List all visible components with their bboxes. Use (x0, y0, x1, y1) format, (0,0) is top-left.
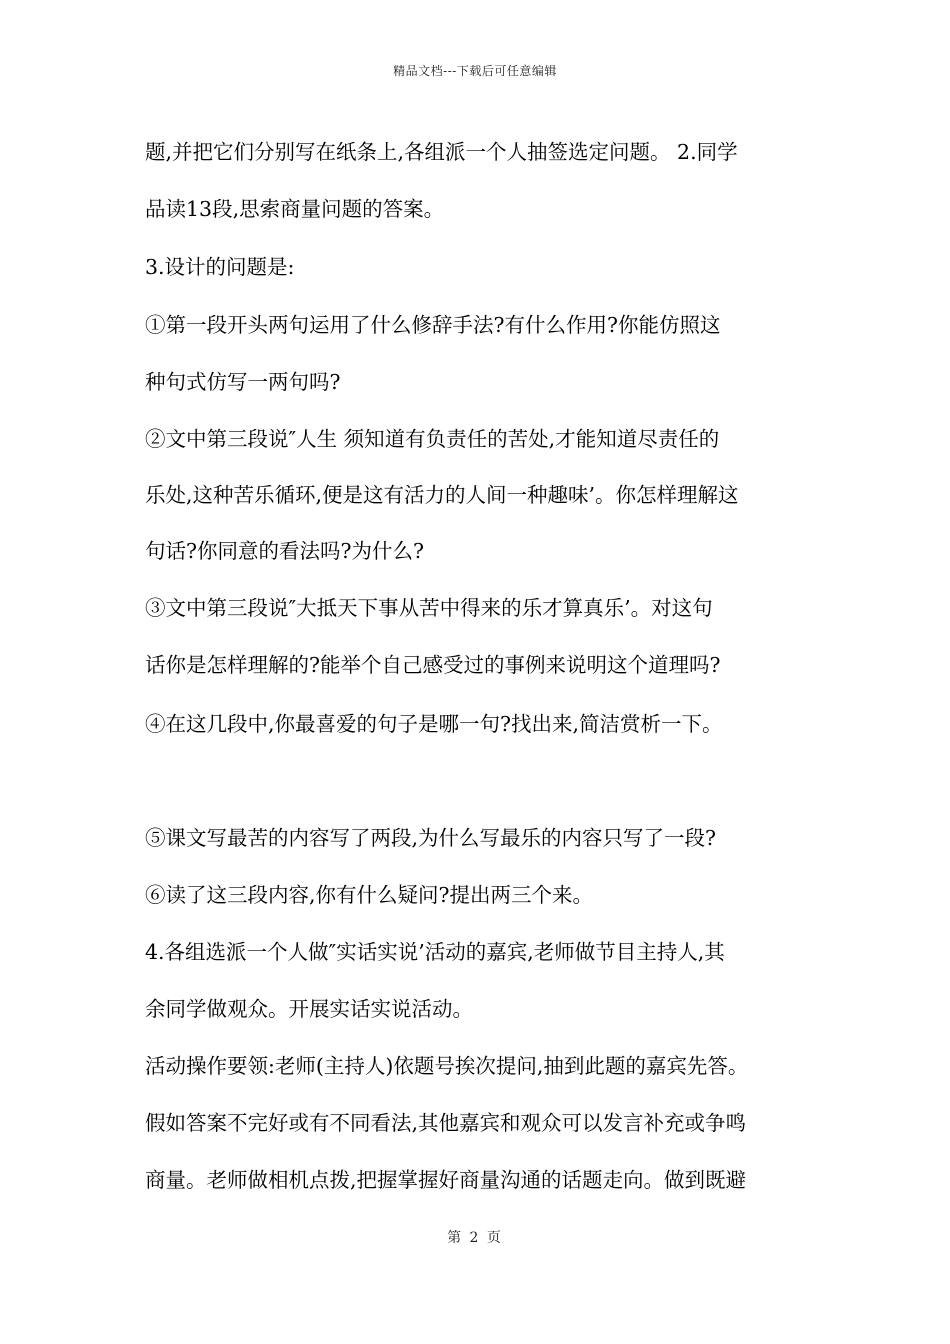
text-line: 活动操作要领:老师(主持人)依题号挨次提问,抽到此题的嘉宾先答。 (145, 1054, 749, 1078)
text-line: 乐处,这种苦乐循环,便是这有活力的人间一种趣味’。你怎样理解这 (145, 483, 739, 507)
page-number: 第 2 页 (447, 1230, 503, 1246)
text-line: ②文中第三段说″人生 须知道有负责任的苦处,才能知道尽责任的 (145, 427, 720, 451)
text-line: ⑥读了这三段内容,你有什么疑问?提出两三个来。 (145, 883, 594, 907)
text-line: 话你是怎样理解的?能举个自己感受过的事例来说明这个道理吗? (145, 653, 721, 677)
text-line: ①第一段开头两句运用了什么修辞手法?有什么作用?你能仿照这 (145, 313, 721, 337)
text-line: ④在这几段中,你最喜爱的句子是哪一句?找出来,简洁赏析一下。 (145, 712, 723, 736)
text-line: 假如答案不完好或有不同看法,其他嘉宾和观众可以发言补充或争鸣 (145, 1111, 747, 1135)
text-line: 余同学做观众。开展实话实说活动。 (145, 997, 473, 1021)
page-header: 精品文档---下载后可任意编辑 (393, 64, 557, 78)
text-line: 句话?你同意的看法吗?为什么? (145, 539, 424, 563)
text-line: 3.设计的问题是: (145, 255, 295, 279)
text-line: 4.各组选派一个人做″实话实说’活动的嘉宾,老师做节目主持人,其 (145, 940, 725, 964)
text-line: 种句式仿写一两句吗? (145, 370, 341, 394)
text-line: ⑤课文写最苦的内容写了两段,为什么写最乐的内容只写了一段? (145, 826, 717, 850)
text-line: 题,并把它们分别写在纸条上,各组派一个人抽签选定问题。 2.同学 (145, 140, 738, 164)
text-line: ③文中第三段说″大抵天下事从苦中得来的乐才算真乐’。对这句 (145, 596, 713, 620)
text-line: 品读13段,思索商量问题的答案。 (145, 197, 445, 221)
text-line: 商量。老师做相机点拨,把握掌握好商量沟通的话题走向。做到既避 (145, 1168, 747, 1192)
